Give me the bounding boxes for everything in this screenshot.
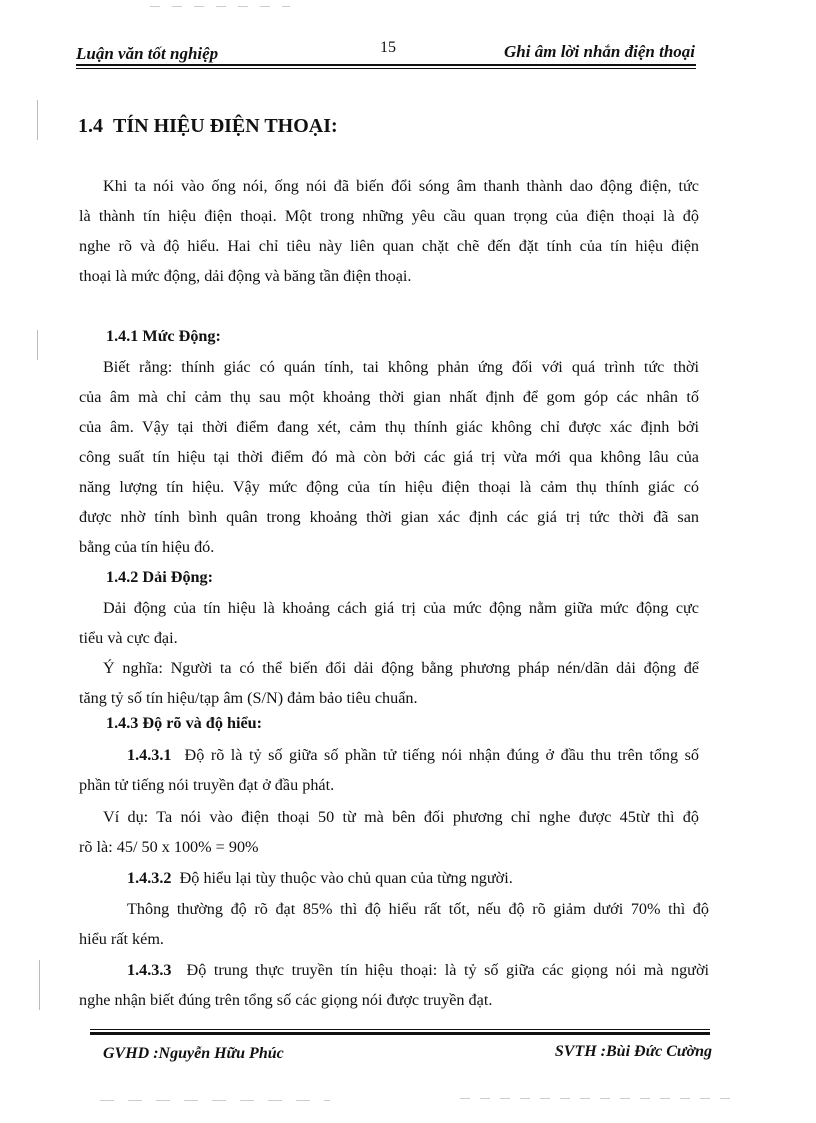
text-line: công suất tín hiệu tại thời điểm đó mà còn bởi các giá trị vừa mới qua không lâu của [79, 448, 699, 466]
footer-left: GVHD :Nguyễn Hữu Phúc [103, 1045, 284, 1062]
item-number: 1.4.3.1 [127, 746, 172, 764]
text-line [127, 740, 699, 770]
section-number: 1.4 [78, 115, 103, 137]
text-line: Biết rằng: thính giác có quán tính, tai không phản ứng đối với quá trình tức thời [103, 358, 699, 376]
header-rule [76, 64, 696, 66]
footer-rule-thin [90, 1029, 710, 1030]
text-line: hiểu rất kém. [79, 930, 164, 948]
text-line: thoại là mức động, dải động và băng tần điện thoại. [79, 267, 412, 285]
text-line: Thông thường độ rõ đạt 85% thì độ hiểu rất tốt, nếu độ rõ giảm dưới 70% thì độ [127, 900, 709, 918]
scan-artifact-bottom [460, 1098, 740, 1099]
scan-artifact-top [150, 6, 290, 7]
text-line: là thành tín hiệu điện thoại. Một trong những yêu cầu quan trọng của điện thoại là độ [79, 207, 699, 225]
section-heading: TÍN HIỆU ĐIỆN THOẠI: [113, 115, 338, 137]
item-text: Độ trung thực truyền tín hiệu thoại: là tỷ số giữa các giọng nói mà người [186, 961, 709, 979]
section-title [78, 115, 338, 138]
text-line: nghe nhận biết đúng trên tổng số các giọng nói được truyền đạt. [79, 991, 493, 1009]
footer-right: SVTH :Bùi Đức Cường [554, 1043, 712, 1060]
header-rule-thin [76, 68, 696, 69]
text-line: tăng tỷ số tín hiệu/tạp âm (S/N) đảm bảo tiêu chuẩn. [79, 689, 418, 707]
text-line: Dải động của tín hiệu là khoảng cách giá trị của mức động nằm giữa mức động cực [103, 599, 699, 617]
text-line: năng lượng tín hiệu. Vậy mức động của tín hiệu điện thoại là cảm thụ thính giác có [79, 478, 699, 496]
scan-margin-line [37, 330, 38, 360]
subsection-heading-142: 1.4.2 Dải Động: [106, 568, 214, 586]
text-line: được nhờ tính bình quân trong khoảng thời gian xác định các giá trị tức thời đã san [79, 508, 699, 526]
item-text: Độ hiểu lại tùy thuộc vào chủ quan của từng người. [179, 869, 513, 887]
text-line: của âm. Vậy tại thời điểm đang xét, cảm thụ thính giác không chỉ được xác định bởi [79, 418, 699, 436]
text-line: phần tử tiếng nói truyền đạt ở đầu phát. [79, 776, 335, 794]
text-line: Ví dụ: Ta nói vào điện thoại 50 từ mà bên đối phương chỉ nghe được 45từ thì độ [103, 808, 699, 826]
header-right: Ghi âm lời nhắn điện thoại [504, 42, 695, 61]
scan-artifact-bottom [100, 1100, 330, 1101]
text-line: Khi ta nói vào ống nói, ống nói đã biến đổi sóng âm thanh thành dao động điện, tức [103, 177, 699, 195]
item-number: 1.4.3.2 [127, 869, 172, 887]
header-left: Luận văn tốt nghiệp [76, 44, 219, 63]
page-number: 15 [380, 39, 396, 56]
text-line: rõ là: 45/ 50 x 100% = 90% [79, 838, 259, 856]
text-line [127, 863, 513, 893]
item-text: Độ rõ là tỷ số giữa số phần tử tiếng nói nhận đúng ở đầu thu trên tổng số [184, 746, 700, 764]
scan-margin-line [39, 960, 40, 1010]
text-line: tiểu và cực đại. [79, 629, 178, 647]
scan-margin-line [37, 100, 38, 140]
text-line: của âm mà chỉ cảm thụ sau một khoảng thời gian nhất định để gom góp các nhân tố [79, 388, 699, 406]
text-line: nghe rõ và độ hiểu. Hai chỉ tiêu này liên quan chặt chẽ đến đặt tính của tín hiệu điện [79, 237, 699, 255]
text-line: Ý nghĩa: Người ta có thể biến đổi dải động bằng phương pháp nén/dãn dải động để [103, 659, 699, 677]
text-line [127, 955, 709, 985]
subsection-heading-141: 1.4.1 Mức Động: [106, 327, 221, 345]
footer-rule [90, 1032, 710, 1035]
text-line: bằng của tín hiệu đó. [79, 538, 215, 556]
subsection-heading-143: 1.4.3 Độ rõ và độ hiểu: [106, 714, 263, 732]
item-number: 1.4.3.3 [127, 961, 172, 979]
